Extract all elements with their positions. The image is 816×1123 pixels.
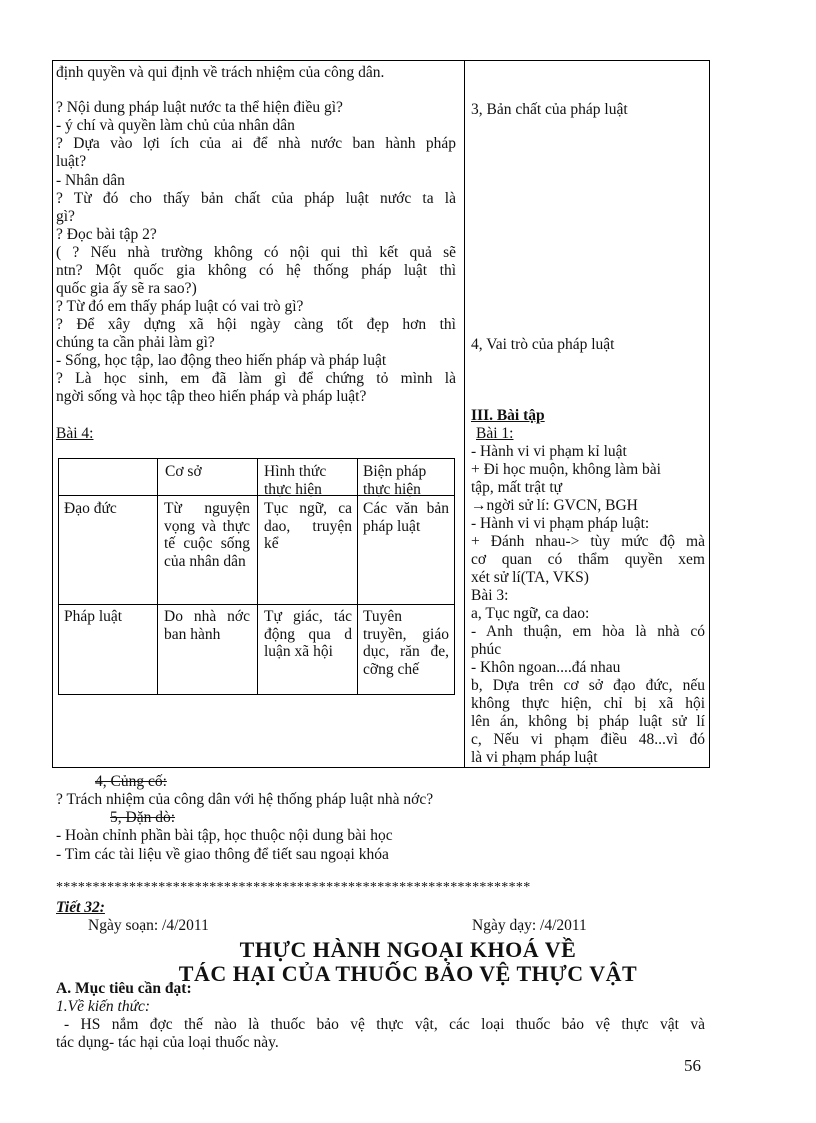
right-line: Bài 3: bbox=[471, 587, 509, 604]
table-col-line bbox=[357, 458, 358, 695]
ngay-soan: Ngày soạn: /4/2011 bbox=[88, 917, 209, 934]
heading-ban-chat: 3, Bản chất của pháp luật bbox=[471, 101, 628, 118]
heading-vai-tro: 4, Vai trò của pháp luật bbox=[471, 336, 615, 353]
right-line: + Đi học muộn, không làm bài bbox=[471, 461, 661, 478]
right-line: + Đánh nhau-> tùy mức độ mà bbox=[471, 533, 705, 550]
left-line: ? Để xây dựng xã hội ngày càng tốt đẹp hơn thì bbox=[56, 316, 456, 333]
bai4-label: Bài 4: bbox=[56, 425, 94, 442]
left-line: ? Từ đó em thấy pháp luật có vai trò gì? bbox=[56, 298, 304, 315]
left-line: ? Từ đó cho thấy bản chất của pháp luật nước ta là bbox=[56, 190, 456, 207]
right-line: - Hành vi vi phạm kỉ luật bbox=[471, 443, 627, 460]
left-line: quốc gia ấy sẽ ra sao?) bbox=[56, 280, 197, 297]
table-cell: Các văn bản pháp luật bbox=[363, 500, 449, 535]
left-line: định quyền và qui định về trách nhiệm của công dân. bbox=[56, 64, 385, 81]
left-line: - Nhân dân bbox=[56, 172, 125, 189]
arrow-right-icon: → bbox=[471, 497, 487, 514]
right-line-text: ngời sử lí: GVCN, BGH bbox=[486, 497, 638, 514]
table-cell: Đạo đức bbox=[64, 500, 117, 517]
table-cell: Từ nguyện vọng và thực tế cuộc sống của nhân dân bbox=[164, 500, 250, 570]
left-line: ntn? Một quốc gia không có hệ thống pháp luật thì bbox=[56, 262, 456, 279]
left-line: ? Đọc bài tập 2? bbox=[56, 226, 157, 243]
table-header: Hình thức thực hiện bbox=[264, 463, 327, 498]
table-col-line bbox=[157, 458, 158, 695]
tiet-label: Tiết 32: bbox=[56, 899, 105, 916]
left-line: ? Là học sinh, em đã làm gì để chứng tỏ mình là bbox=[56, 370, 456, 387]
left-line: gì? bbox=[56, 208, 75, 225]
right-line: không thực hiện, chỉ bị xã hội bbox=[471, 695, 705, 712]
right-line: phúc bbox=[471, 641, 502, 658]
table-cell: Pháp luật bbox=[64, 608, 123, 625]
right-line: a, Tục ngữ, ca dao: bbox=[471, 605, 590, 622]
right-line: - Khôn ngoan....đá nhau bbox=[471, 659, 621, 676]
kien-thuc-line: tác dụng- tác hại của loại thuốc này. bbox=[56, 1034, 279, 1051]
separator-stars: ***************************************************************** bbox=[56, 880, 531, 895]
left-line: - ý chí và quyền làm chủ của nhân dân bbox=[56, 117, 295, 134]
table-header: Cơ sở bbox=[165, 463, 202, 480]
cung-co-heading: 4, Củng cố: bbox=[95, 773, 167, 790]
right-line: - Anh thuận, em hòa là nhà có bbox=[471, 623, 705, 640]
kien-thuc-heading: 1.Về kiến thức: bbox=[56, 998, 151, 1015]
page-title: THỰC HÀNH NGOẠI KHOÁ VỀ bbox=[239, 937, 577, 962]
left-line: ( ? Nếu nhà trường không có nội qui thì kết quả sẽ bbox=[56, 244, 456, 261]
table-cell: Tục ngữ, ca dao, truyện kể bbox=[264, 500, 352, 552]
right-line: cơ quan có thẩm quyền xem bbox=[471, 551, 705, 568]
cung-co-question: ? Trách nhiệm của công dân với hệ thống pháp luật nhà nớc? bbox=[56, 791, 434, 808]
left-line: - Sống, học tập, lao động theo hiến pháp và pháp luật bbox=[56, 352, 387, 369]
right-line: - Hành vi vi phạm pháp luật: bbox=[471, 515, 650, 532]
table-cell: Tuyên truyền, giáo dục, răn đe, cỡng chế bbox=[363, 608, 449, 678]
table-cell: Do nhà nớc ban hành bbox=[164, 608, 250, 643]
dan-do-heading: 5, Dặn dò: bbox=[110, 809, 176, 826]
right-line bbox=[471, 497, 638, 515]
right-line: lên án, không bị pháp luật sử lí bbox=[471, 713, 705, 730]
right-line: b, Dựa trên cơ sở đạo đức, nếu bbox=[471, 677, 705, 694]
right-line: c, Nếu vi phạm điều 48...vì đó bbox=[471, 731, 705, 748]
right-line: xét sử lí(TA, VKS) bbox=[471, 569, 589, 586]
right-line: là vi phạm pháp luật bbox=[471, 749, 598, 766]
table-row-line bbox=[58, 604, 455, 605]
dan-do-line: - Tìm các tài liệu về giao thông để tiết sau ngoại khóa bbox=[56, 846, 389, 863]
left-line: ? Nội dung pháp luật nước ta thể hiện điều gì? bbox=[56, 99, 343, 116]
table-col-line bbox=[257, 458, 258, 695]
ngay-day: Ngày dạy: /4/2011 bbox=[472, 917, 587, 934]
section-bai-tap: III. Bài tập bbox=[471, 407, 545, 424]
page-subtitle: TÁC HẠI CỦA THUỐC BẢO VỆ THỰC VẬT bbox=[178, 961, 638, 986]
left-line: luật? bbox=[56, 153, 87, 170]
column-divider bbox=[464, 60, 465, 768]
left-line: chúng ta cần phải làm gì? bbox=[56, 334, 215, 351]
left-line: ? Dựa vào lợi ích của ai để nhà nước ban hành pháp bbox=[56, 135, 456, 152]
page-number: 56 bbox=[684, 1056, 701, 1075]
left-line: ngời sống và học tập theo hiến pháp và pháp luật? bbox=[56, 388, 367, 405]
right-line: Bài 1: bbox=[476, 425, 514, 442]
right-line: tập, mất trật tự bbox=[471, 479, 563, 496]
dan-do-line: - Hoàn chỉnh phần bài tập, học thuộc nội dung bài học bbox=[56, 827, 393, 844]
table-header: Biện pháp thực hiện bbox=[363, 463, 427, 498]
muc-tieu-heading: A. Mục tiêu cần đạt: bbox=[56, 980, 192, 997]
table-cell: Tự giác, tác động qua d luận xã hội bbox=[264, 608, 352, 660]
kien-thuc-line: - HS nắm đợc thế nào là thuốc bảo vệ thực vật, các loại thuốc bảo vệ thực vật và bbox=[64, 1016, 705, 1033]
